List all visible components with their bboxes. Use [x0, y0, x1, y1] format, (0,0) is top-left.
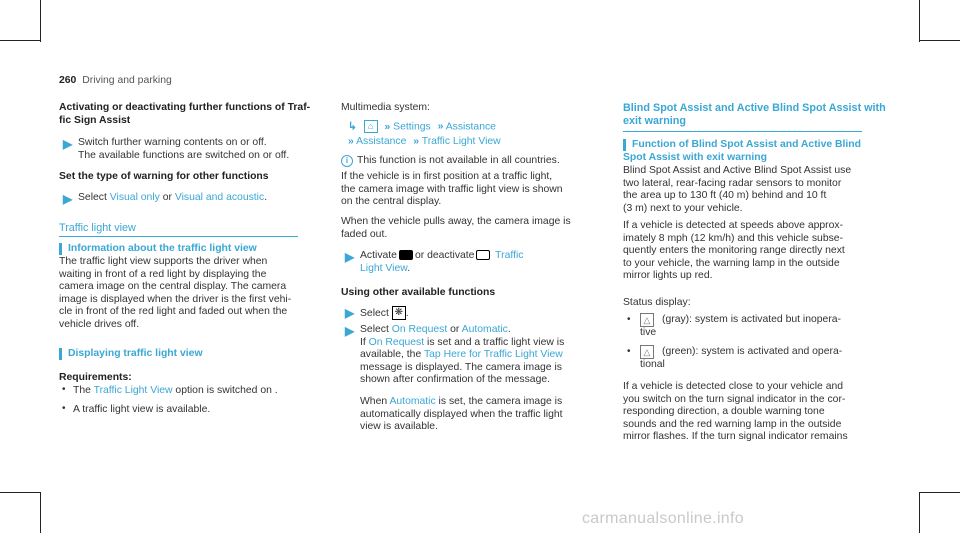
text: Select: [360, 307, 389, 319]
text-line: to your vehicle, the warning lamp in the outside: [623, 257, 840, 269]
automatic-paragraph: [360, 396, 605, 434]
text-line: the area up to 130 ft (40 m) behind and 10 ft: [623, 190, 827, 202]
text-line: vehicle drives off.: [59, 318, 140, 330]
function-heading: [623, 139, 861, 164]
text: .: [507, 324, 511, 335]
crop-mark: [920, 40, 960, 41]
requirements-heading: Requirements:: [59, 372, 132, 383]
text-line: the camera image with traffic light view is shown: [341, 183, 563, 195]
subheading-warning-type: Set the type of warning for other functions: [59, 171, 269, 182]
text-line: two lateral, rear-facing radar sensors to monitor: [623, 177, 842, 189]
home-icon[interactable]: ⌂: [364, 120, 378, 133]
section-heading-traffic-light-view: Traffic light view: [59, 222, 136, 234]
crop-mark: [40, 492, 41, 533]
text: .: [405, 307, 409, 319]
menu-settings[interactable]: Settings: [393, 121, 431, 133]
crop-mark: [920, 492, 960, 493]
text-line: image is displayed when the driver is the first vehi-: [59, 293, 292, 305]
step-arrow-icon: ▶: [345, 306, 355, 320]
chevron-icon: »: [413, 136, 420, 147]
text: is set and a traffic light view is: [424, 336, 565, 348]
option-visual-acoustic[interactable]: Visual and acoustic: [174, 192, 265, 203]
text: or: [159, 192, 175, 203]
toggle-off-icon[interactable]: [476, 250, 490, 260]
status-gray-cont: tive: [640, 327, 657, 338]
menu-path-2: [348, 136, 501, 149]
paragraph: [341, 216, 571, 241]
bullet-icon: •: [627, 314, 631, 325]
text: Select: [360, 324, 392, 335]
text-line: quently enters the monitoring range directly next: [623, 245, 845, 257]
text-line: If the vehicle is in first position at a traffic light,: [341, 171, 553, 182]
light-view-link[interactable]: Light View: [360, 263, 408, 274]
route-arrow-icon: ↳: [348, 121, 357, 133]
text: Activate: [360, 250, 397, 261]
bullet-icon: •: [627, 346, 631, 357]
text-line: shown after confirmation of the message.: [360, 374, 551, 386]
step-text: [78, 137, 289, 162]
page-header: [59, 75, 172, 88]
requirement-item: A traffic light view is available.: [73, 404, 211, 415]
step-select: [360, 306, 409, 320]
status-green: [662, 346, 842, 359]
text-line: [360, 349, 605, 362]
watermark: carmanualsonline.info: [582, 510, 744, 527]
text-line: on the central display.: [341, 196, 442, 208]
text-line: [360, 337, 605, 350]
on-request-link[interactable]: On Request: [368, 336, 425, 348]
text-line: If a vehicle is detected close to your vehicle and: [623, 381, 844, 392]
divider: [623, 131, 862, 132]
text-line: (3 m) next to your vehicle.: [623, 202, 743, 214]
automatic-link[interactable]: Automatic: [389, 396, 436, 407]
paragraph: [623, 381, 848, 444]
step-activate: [360, 250, 523, 263]
paragraph: [623, 220, 845, 283]
text-line: mirror flashes. If the turn signal indicator remains: [623, 431, 848, 443]
crop-mark: [919, 0, 920, 42]
text-line: automatically displayed when the traffic light: [360, 408, 563, 420]
step-arrow-icon: ▶: [345, 250, 355, 264]
step-arrow-icon: ▶: [63, 192, 73, 206]
section-title: Driving and parking: [82, 75, 172, 86]
text: Select: [78, 192, 110, 203]
text-line: responding direction, a double warning tone: [623, 406, 825, 418]
text: or deactivate: [414, 250, 475, 261]
text: If: [360, 336, 369, 348]
crop-mark: [0, 492, 40, 493]
info-icon: i: [341, 155, 353, 167]
toggle-on-icon[interactable]: [399, 250, 413, 260]
text-line: [360, 396, 605, 409]
traffic-link[interactable]: Traffic: [495, 250, 524, 261]
text-line: faded out.: [341, 228, 388, 240]
info-marker: [59, 243, 62, 255]
crop-mark: [40, 0, 41, 42]
status-gray: [662, 314, 841, 327]
heading-line: fic Sign Assist: [59, 114, 131, 126]
text-line: (green): system is activated and opera-: [662, 346, 843, 357]
option-on-request[interactable]: On Request: [391, 324, 448, 335]
country-note: This function is not available in all countries.: [357, 155, 560, 166]
text: is set, the camera image is: [435, 396, 563, 407]
text: When: [360, 396, 390, 407]
heading-line: Activating or deactivating further functions of Traf-: [59, 102, 311, 113]
text: .: [264, 192, 268, 203]
text: .: [407, 263, 411, 274]
text-line: Blind Spot Assist and Active Blind Spot Assist use: [623, 165, 852, 176]
status-label: Status display:: [623, 297, 691, 308]
gear-icon[interactable]: ❋: [392, 306, 406, 320]
divider: [59, 236, 298, 237]
text: available, the: [360, 349, 424, 361]
crop-mark: [919, 492, 920, 533]
heading-line: Blind Spot Assist and Active Blind Spot Assist with: [623, 102, 886, 114]
text-line: camera image on the central display. The camera: [59, 281, 287, 293]
option-visual-only[interactable]: Visual only: [109, 192, 160, 203]
info-marker: [59, 348, 62, 360]
bullet-icon: •: [62, 403, 66, 414]
text-line: mirror lights up red.: [623, 270, 713, 282]
heading-line: Spot Assist with exit warning: [623, 151, 767, 163]
text-line: you switch on the turn signal indicator in the cor-: [623, 393, 846, 405]
status-green-cont: tional: [640, 359, 665, 370]
step-select-visual: [78, 192, 267, 205]
menu-assistance-2[interactable]: Assistance: [356, 136, 407, 147]
bullet-icon: •: [62, 384, 66, 395]
step-arrow-icon: ▶: [63, 137, 73, 151]
text-line: (gray): system is activated but inopera-: [662, 314, 842, 325]
text-line: cle in front of the red light and faded out when the: [59, 306, 288, 318]
text-line: The traffic light view supports the driver when: [59, 256, 268, 267]
paragraph: [623, 165, 851, 215]
display-heading: Displaying traffic light view: [68, 348, 203, 359]
tap-here-message[interactable]: Tap Here for Traffic Light View: [423, 349, 563, 361]
step-line: The available functions are switched on or off.: [78, 149, 290, 161]
step-arrow-icon: ▶: [345, 324, 355, 338]
crop-mark: [0, 40, 40, 41]
option-automatic[interactable]: Automatic: [461, 324, 508, 335]
info-paragraph: [59, 256, 304, 332]
page-number: 260: [59, 75, 77, 86]
info-heading: Information about the traffic light view: [68, 243, 257, 254]
using-heading: Using other available functions: [341, 287, 496, 298]
heading-line: Function of Blind Spot Assist and Active Blind: [632, 139, 861, 150]
blind-spot-green-icon: △: [640, 345, 654, 359]
blind-spot-gray-icon: △: [640, 313, 654, 327]
text-line: imately 8 mph (12 km/h) and this vehicle subse-: [623, 232, 844, 244]
text-line: If a vehicle is detected at speeds above approx-: [623, 220, 844, 231]
traffic-light-view-link[interactable]: Traffic Light View: [93, 385, 173, 396]
step-select-mode: [360, 324, 605, 387]
menu-assistance[interactable]: Assistance: [445, 121, 496, 133]
step-activate-2: [360, 263, 410, 276]
text-line: When the vehicle pulls away, the camera image is: [341, 216, 571, 227]
paragraph: [341, 171, 563, 209]
heading-traffic-sign: [59, 102, 310, 127]
text: option is switched on .: [172, 385, 278, 396]
text-line: view is available.: [360, 421, 438, 433]
text-line: sounds and the red warning lamp in the outside: [623, 418, 842, 430]
heading-line: exit warning: [623, 115, 686, 127]
chevron-icon: »: [348, 136, 354, 147]
text-line: waiting in front of a red light by displaying the: [59, 268, 267, 280]
chevron-icon: »: [437, 121, 444, 133]
menu-path: [348, 120, 496, 134]
text-line: message is displayed. The camera image is: [360, 361, 562, 373]
text: or: [447, 324, 462, 335]
text: The: [73, 385, 94, 396]
step-line: Switch further warning contents on or off.: [78, 137, 267, 148]
text-line: [360, 324, 605, 337]
requirement-item: [73, 385, 278, 398]
chevron-icon: »: [384, 121, 391, 133]
menu-traffic-light-view[interactable]: Traffic Light View: [421, 136, 501, 147]
section-heading-blind-spot: [623, 102, 886, 128]
multimedia-label: Multimedia system:: [341, 102, 430, 113]
